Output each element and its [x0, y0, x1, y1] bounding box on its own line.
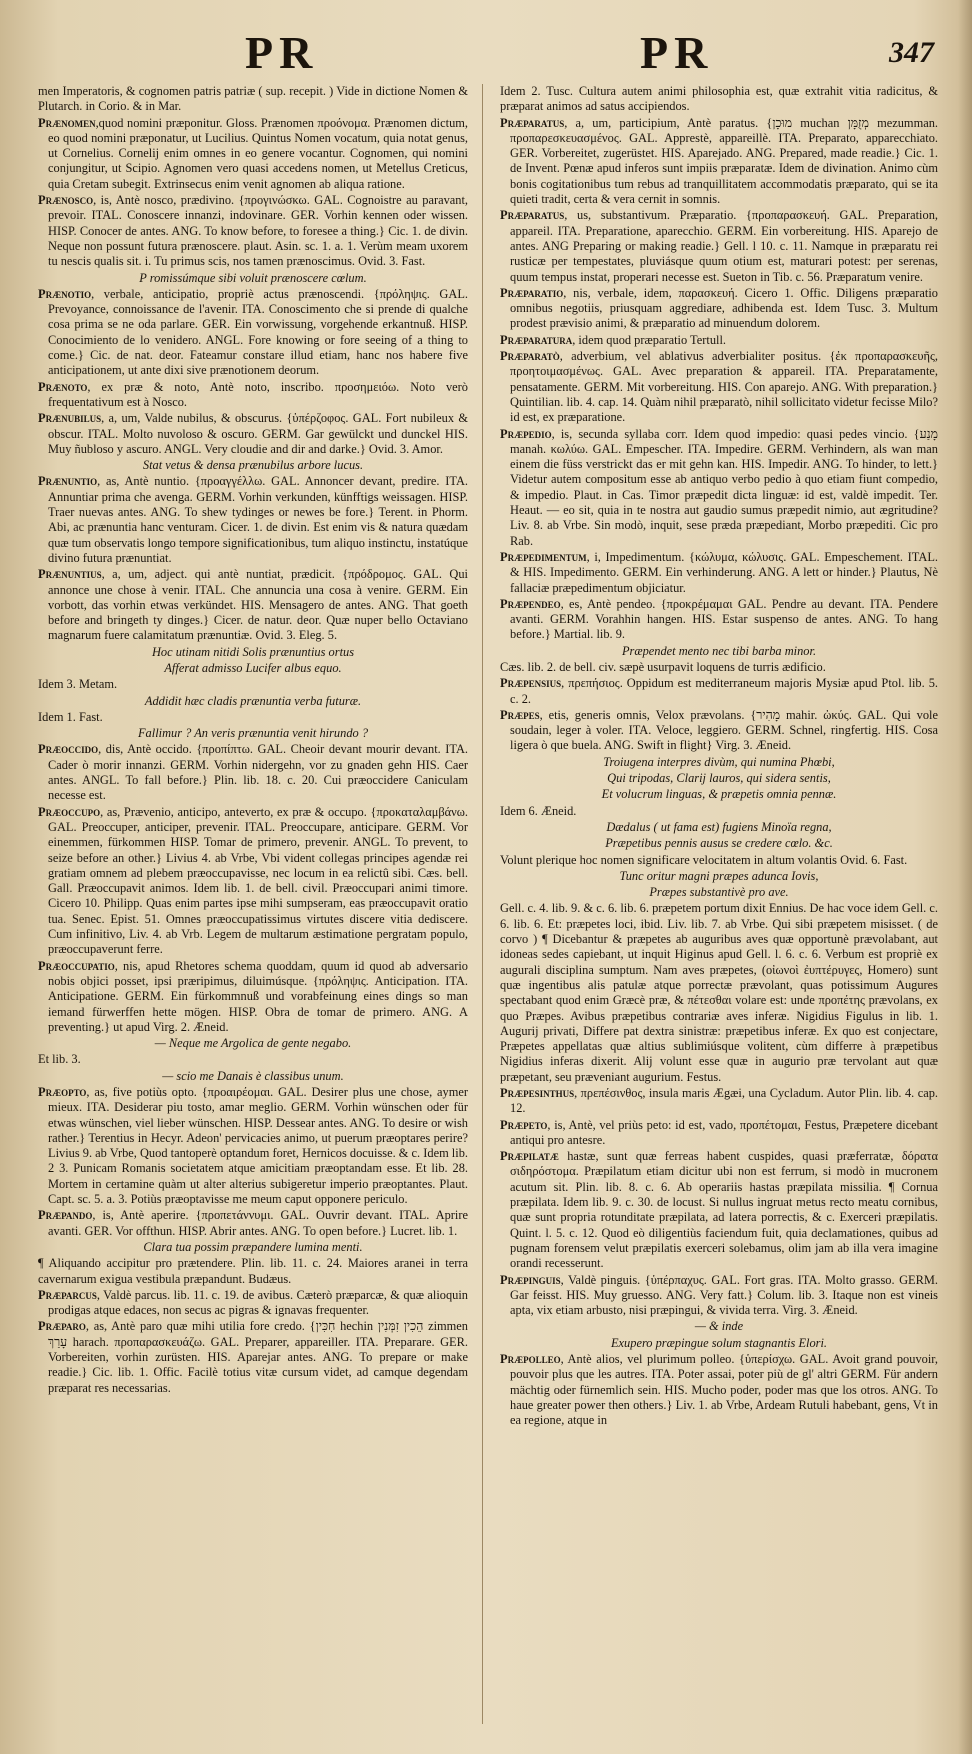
citation-line [500, 901, 938, 1085]
headword: Prænuntio [38, 474, 98, 489]
verse-quotation [38, 661, 468, 676]
entry-text: , nis, verbale, idem, παρασκευή. Cicero 1. Offic. Diligens præparatio omnibus negotiis, priusquam aggrediare, adhibenda est. Idem Tusc. 3. Multum prodest prævisio animi, & præparatio ad minuendum dolorem. [510, 285, 938, 331]
dictionary-entry [500, 1352, 938, 1428]
entry-text: Troiugena interpres divùm, qui numina Phœbi, [603, 754, 835, 769]
headword: Præparatus [500, 208, 565, 223]
headword: Prænoto [38, 379, 88, 394]
entry-text: , Antè alios, vel plurimum polleo. {ὑπερίσχω. GAL. Avoit grand pouvoir, pouvoir plus que les autres. ITA. Poter assai, poter più de gl' altri GERM. Für andern mächtig oder fürnemlich sein. HIS. Mucho poder, poder mas que los otros. ANG. To haue greater power then others.} Liv. 1. ab Vrbe, Ardeam Rutuli habebant, gens, Vt in ea regione, atque in [510, 1352, 938, 1428]
entry-text: Idem 3. Metam. [38, 677, 118, 692]
headword: Præparatò [500, 349, 560, 364]
entry-text: , etis, generis omnis, Velox prævolans. {מָהִיר mahir. ὠκύς. GAL. Qui vole soudain, leger à voler. ITA. Veloce, leggiero. GERM. Schnel, ringfertig. HIS. Cosa ligera ò que buela. ANG. Swift in flight} Virg. 3. Æneid. [510, 707, 938, 753]
headword: Præoccupo [38, 804, 101, 819]
dictionary-entry [38, 287, 468, 379]
entry-text: , es, Antè pendeo. {προκρέμαμαι GAL. Pendre au devant. ITA. Pendere avanti. GERM. Vorahhin hangen. HIS. Estar suspenso de antes. ANG. To hang before.} Martial. lib. 9. [510, 596, 938, 642]
verse-quotation [500, 836, 938, 851]
entry-continuation [38, 84, 468, 115]
entry-text: Præpetibus pennis ausus se credere cœlo. &c. [605, 836, 833, 851]
verse-quotation [500, 771, 938, 786]
headword: Præparcus [38, 1287, 97, 1302]
dictionary-entry [38, 1085, 468, 1207]
entry-text: , is, secunda syllaba corr. Idem quod impedio: quasi pedes vincio. {מָנַע manah. κωλύω. GAL. Empescher. ITA. Impedire. GERM. Verhindern, als wan man einem die füss verstrickt das er mit gehn kan. HIS. Impedir. ANG. To hinder, to lett.} Videtur autem compositum esse ab antiquo verbo pedio à quo etiam fiunt compedio, & impedio. Plaut. in Cas. Timor præpedit dicta linguæ: id est, valdè impedit. Ter. Heaut. — eo sit, quia in te nostra aut gaudio sumus præpedit nimio, aut ægritudine? Liv. 8. ab Vrbe. Sin modò, inquit, sese præda præpediant, Morbo præpediti. Cic pro Rab. [510, 426, 938, 548]
entry-text: Volunt plerique hoc nomen significare velocitatem in altum volantis Ovid. 6. Fast. [500, 852, 908, 867]
dictionary-entry [500, 550, 938, 596]
verse-quotation [500, 755, 938, 770]
citation-line [38, 710, 468, 725]
entry-text: Idem 2. Tusc. Cultura autem animi philosophia est, quæ extrahit vitia radicitus, & præparat animos ad satus accipiendos. [500, 84, 938, 114]
dictionary-entry [500, 116, 938, 208]
headword: Præparo [38, 1319, 86, 1334]
headword: Præpedimentum [500, 549, 587, 564]
entry-text: , Valdè parcus. lib. 11. c. 19. de avibus. Cæterò præparcæ, & quæ alioquin prodigas atque edaces, non secus ac pigras & ignavas frequenter. [48, 1287, 468, 1318]
entry-text: , i, Impedimentum. {κώλυμα, κώλυσις. GAL. Empeschement. ITAL. & HIS. Impedimento. GERM. Ein verhinderung. ANG. A lett or hinder.} Plautus, Nè fallaciæ præpedimentum objiciatur. [510, 549, 938, 595]
entry-text: P romissúmque sibi voluit prænoscere cœlum. [139, 270, 367, 285]
headword: Præparatio [500, 285, 564, 300]
headword: Præpolleo [500, 1352, 561, 1367]
headword: Prænotio [38, 286, 92, 301]
dictionary-entry [500, 208, 938, 284]
citation-line [38, 1052, 468, 1067]
dictionary-entry [38, 1319, 468, 1395]
dictionary-entry [38, 567, 468, 643]
entry-text: , πρεπήσιος. Oppidum est mediterraneum majoris Mysiæ apud Ptol. lib. 5. c. 2. [510, 676, 938, 706]
headword: Præpilatæ [500, 1149, 559, 1164]
dictionary-entry [38, 959, 468, 1035]
entry-text: , πρεπέσινθος, insula maris Ægæi, una Cycladum. Autor Plin. lib. 4. cap. 12. [510, 1086, 938, 1116]
entry-text: , is, Antè aperire. {προπετάννυμι. GAL. Ouvrir devant. ITAL. Aprire avanti. GER. Vor offthun. HISP. Abrir antes. ANG. To open before.} Lucret. lib. 1. [48, 1208, 468, 1238]
entry-text: Præpendet mento nec tibi barba minor. [621, 643, 817, 658]
headword: Prænosco [38, 193, 94, 208]
dictionary-entry [500, 427, 938, 549]
entry-text: hastæ, sunt quæ ferreas habent cuspides, quasi præferratæ, δόρατα σιδηρόστομα. Præpilatum etiam dicitur ubi non est ferrum, si modò in mucronem acutum sit. Plin. lib. 8. c. 6. Ab operariis hastas præpilata missilia. ¶ Cornua præpilata. Idem lib. 9. c. 30. de locust. Si nullus ingruat metus recto meatu cornibus, quæ sunt propria rotunditate præpilata, ad latera porrectis, & c. Exerceri præpilatis. Quint. l. 5. c. 12. Quod eò diligentiùs faciendum fuit, quia declamationes, quibus ad pugnam forensem velut præpilatis exerceri solebamus, olim jam ab illa vera imagine orandi recesserunt. [510, 1149, 938, 1271]
verse-quotation [500, 869, 938, 884]
page-edge-shadow [958, 0, 972, 1754]
running-header [0, 26, 972, 86]
dictionary-entry [38, 1208, 468, 1239]
entry-text: , is, Antè, vel priùs peto: id est, vado, προπέτομαι, Festus, Præpetere dicebant antiqui pro antesre. [510, 1117, 938, 1147]
dictionary-entry [500, 676, 938, 707]
headword: Prænubilus [38, 411, 102, 426]
dictionary-entry [38, 742, 468, 803]
entry-text: Et volucrum linguas, & præpetis omnia pennæ. [601, 787, 837, 802]
verse-quotation [500, 787, 938, 802]
verse-quotation [500, 1319, 938, 1334]
entry-text: , as, five potiùs opto. {προαιρέομαι. GAL. Desirer plus une chose, aymer mieux. ITA. Desiderar piu tosto, amar meglio. GERM. Vorhin wünschen oder für etwas wünschen, viel lieber wünschen. HISP. Dessear antes. ANG. To desire or wish rather.} Terentius in Hecyr. Adeon' pervicacies animo, ut puerum præoptares perire? Livius 9. ab Vrbe, Quod tantoperè optandum foret, Hernicos docuisse. & c. Idem lib. 2 3. Punicam Romanis societatem atque amicitiam præoptandam esse. Et lib. 28. Mortem in certamine quàm ut alter alterius subigeretur imperio præoptantes. Plaut. Capt. sc. 5. a. 3. Potiùs præoptavisse me meum caput opponere periculo. [48, 1085, 468, 1207]
entry-text: Dædalus ( ut fama est) fugiens Minoïa regna, [606, 819, 832, 834]
headword: Præparatura [500, 332, 573, 347]
verse-quotation [500, 1336, 938, 1351]
dictionary-entry [38, 380, 468, 411]
entry-text: , is, Antè nosco, prædivino. {προγινώσκω. GAL. Cognoistre au paravant, prevoir. ITAL. Conoscere innanzi, indovinare. GER. Vorhin kennen oder wissen. HISP. Conocer de antes. ANG. To know before, to foresee a thing.} Cic. 1. de divin. Neque non possunt futura prænoscere. plaut. Asin. sc. 1. a. 1. Verùm meam uxorem tu nescis qualis sit. i. Tu primus scis, nos tamen prænoscimus. Ovid. 3. Fast. [48, 193, 468, 269]
headword: Præpesinthus [500, 1086, 575, 1100]
entry-text: — Neque me Argolica de gente negabo. [154, 1036, 352, 1051]
left-running-head: PR [245, 27, 319, 78]
entry-text: ,quod nomini præponitur. Gloss. Prænomen προόνομα. Prænomen dictum, eo quod nomini præponatur, ut Lucilius. Quintus Nomen vocatum, quia notat genus, ut Cornelius. Cornelij enim omnes in eo genere vocantur. Cognomen, qui nomini conjungitur, ut Scipio. Agnomen vero quasi accedens nomen, ut Metellus Creticus, quia Cretam subegit. Extrinsecus enim venit agnomen ab aliqua ratione. [48, 115, 468, 191]
verse-quotation [38, 1069, 468, 1084]
dictionary-entry [500, 349, 938, 425]
entry-text: Præpes substantivè pro ave. [649, 885, 789, 900]
citation-line [38, 1256, 468, 1287]
verse-quotation [38, 645, 468, 660]
entry-text: ¶ Aliquando accipitur pro prætendere. Plin. lib. 11. c. 24. Maiores aranei in terra cavernarum exigua vestibula præpandunt. Budæus. [38, 1256, 468, 1286]
dictionary-entry [38, 474, 468, 566]
headword: Præparatus [500, 115, 565, 130]
entry-text: , a, um, Valde nubilus, & obscurus. {ὑπέρζοφος. GAL. Fort nubileux & obscur. ITAL. Molto nuvoloso & oscuro. GERM. Gar gewülckt und dunckel HIS. Muy ñubloso y ascuro. ANGL. Very cloudie and dir and darke.} Ovid. 3. Amor. [48, 411, 468, 456]
headword: Prænomen [38, 115, 96, 130]
verse-quotation [38, 1240, 468, 1255]
entry-text: — scio me Danais è classibus unum. [162, 1068, 344, 1083]
verse-quotation [38, 458, 468, 473]
headword: Præoccido [38, 742, 99, 757]
headword: Præpeto [500, 1117, 548, 1132]
entry-text: Idem 6. Æneid. [500, 803, 577, 818]
entry-text: Exupero præpingue solum stagnantis Elori. [610, 1335, 828, 1350]
dictionary-entry [38, 411, 468, 457]
citation-line [500, 853, 938, 868]
entry-text: , Valdè pinguis. {ὑπέρπαχυς. GAL. Fort gras. ITA. Molto grasso. GERM. Gar feisst. HIS. Muy gruesso. ANG. Very fatt.} Colum. lib. 3. Itaque non est vineis apta, vix etiam arbusto, nisi præpingui, & vivida terra. Virg. 3. Æneid. [510, 1272, 938, 1318]
entry-text: Afferat admisso Lucifer albus equo. [164, 660, 342, 675]
entry-text: , ex præ & noto, Antè noto, inscribo. προσημειόω. Noto verò frequentativum est à Nosco. [48, 379, 468, 409]
entry-text: Cæs. lib. 2. de bell. civ. sæpè usurpavit loquens de turris ædificio. [500, 659, 826, 674]
entry-text: Stat vetus & densa prænubilus arbore lucus. [142, 458, 364, 473]
column-divider [482, 84, 483, 1724]
headword: Præpinguis [500, 1272, 561, 1287]
verse-quotation [500, 644, 938, 659]
verse-quotation [500, 885, 938, 900]
verse-quotation [38, 694, 468, 709]
entry-text: , as, Antè nuntio. {προαγγέλλω. GAL. Annoncer devant, predire. ITA. Annuntiar prima che avenga. GERM. Vorhin verkunden, künfftigs weissagen. HISP. Traer nuevas antes. ANG. To shew tydinges or newes be fore.} Terent. in Phorm. Abi, ac prænuntia hanc venturam. Cicer. 1. de divin. Est enim vis & natura quædam quæ tum observatis longo tempore significationibus, tum aliquo instinctu, instatúque divino futura prænuntiat. [48, 474, 468, 565]
dictionary-entry [500, 597, 938, 643]
entry-text: , adverbium, vel ablativus adverbialiter positus. {ἐκ προπαρασκευῆς, προητοιμασμένως. GAL. Avec preparation & appareil. ITA. Preparatamente, pensatamente. GERM. Mit vorbereitung. HIS. Con aparejo. ANG. With preparation.} Quintilian. lib. 4. cap. 14. Quàm nihil præparatò, nihil sollicitato videtur fecisse Milo? id est, ex præparatione. [510, 349, 938, 425]
right-column [500, 84, 938, 1724]
dictionary-entry [500, 286, 938, 332]
headword: Præpes [500, 707, 540, 722]
entry-text: , nis, apud Rhetores schema quoddam, quum id quod ab adversario nobis objici posset, ipsi præripimus, diluimúsque. {πρόληψις. Anticipation. ITA. Anticipatione. GERM. Ein fürkommnuß und vorabfeinung eines dings so man iemand fürwerffen hette mögen. HISP. Obra de tomar de primero. ANG. A preventing.} ut apud Virg. 2. Æneid. [48, 958, 468, 1034]
dictionary-entry [500, 333, 938, 348]
entry-text: , dis, Antè occido. {προπίπτω. GAL. Cheoir devant mourir devant. ITA. Cader ò morir innanzi. GERM. Vorhin nidergehn, vor zu gnaden gehn HIS. Caer antes. ANGL. To fall before.} Plin. lib. 18. c. 20. Cui præoccidere Caniculam necesse est. [48, 742, 468, 803]
entry-text: , a, um, participium, Antè paratus. {מוּכָן muchan מְזֻמָּן mezumman. προπαρεσκευασμένος. GAL. Apprestè, appareillè. ITA. Preparato, apparecchiato. GER. Vorbereitet, zugerüstet. HIS. Aparejado. ANG. Prepared, made readie.} Cic. 1. de Invent. Pœnæ apud inferos sunt impiis præparatæ. Idem de divination. Animo cùm bonis cogitationibus tum rebus ad tranquillitatem accommodatis præparato, qui se ita quieti tradit, certa & vera cernit in somnis. [510, 115, 938, 207]
right-running-head: PR [640, 27, 714, 78]
headword: Præpedio [500, 426, 552, 441]
entry-text: — & inde [694, 1319, 744, 1334]
entry-text: Clara tua possim præpandere lumina menti. [143, 1239, 363, 1254]
left-column [38, 84, 468, 1724]
headword: Prænuntius [38, 567, 102, 582]
citation-line [500, 660, 938, 675]
entry-text: Hoc utinam nitidi Solis prænuntius ortus [151, 644, 355, 659]
entry-text: , us, substantivum. Præparatio. {προπαρασκευή. GAL. Preparation, appareil. ITA. Preparatione, aparecchio. GERM. Ein vorbereitung. HIS. Aparejo de antes. ANG Preparing or making readie.} Gell. l 10. c. 11. Namque in præparatu rei rusticæ per tempestates, pluviásque quum otium est, maturari potest: per serenas, quum tempus instat, properari necesse est. Sueton in Tib. c. 56. Præparatum venire. [510, 208, 938, 284]
dictionary-entry [38, 805, 468, 958]
dictionary-entry [38, 1288, 468, 1319]
dictionary-entry [500, 1086, 938, 1117]
verse-quotation [500, 820, 938, 835]
entry-text: , a, um, adject. qui antè nuntiat, prædicit. {πρόδρομος. GAL. Qui annonce une chose à venir. ITAL. Che annuncia una cosa à venire. GERM. Ein vorbott, das vorhin etwas verkündet. HIS. Mensagero de antes. ANG. That goeth before and bringeth ty dinges.} Cicer. de natur. deor. Quæ nuper bello Octaviano magnarum fuere calamitatum prænuntiæ. Ovid. 3. Eleg. 5. [48, 567, 468, 643]
headword: Præpensius [500, 676, 562, 691]
dictionary-entry [38, 193, 468, 269]
verse-quotation [38, 726, 468, 741]
entry-text: , idem quod præparatio Tertull. [572, 332, 726, 347]
page-number: 347 [889, 36, 934, 69]
entry-text: Qui tripodas, Clarij lauros, qui sidera sentis, [607, 771, 831, 786]
entry-text: , as, Prævenio, anticipo, anteverto, ex præ & occupo. {προκαταλαμβάνω. GAL. Preoccuper, anticiper, prevenir. ITAL. Preoccupare, anticipare. GERM. Vor einemmen, fürkommen HISP. Tomar de primero, prevenir. ANGL. To prevent, to seize before an other.} Livius 4. ab Vrbe, Vbi vident collegas principes agendæ rei gratiam omnem ad plebem præoccupavisse, nec locum in ea relictû sibi. Cæs. bell. Gall. Præoccupavit animos. Idem lib. 1. de bell. civil. Præoccupari animi timore. Cicero 10. Philipp. Quas enim partes ipse mihi sumpseram, eas præoccupavit oratio tua. Senec. Epist. 51. Omnes præoccupatissimus virtutes discere vitia dediscere. Cum infinitivo, Liv. 4. ab Vrb. Legem de multarum æstimatione pergratam populo, præoccupaverunt ferre. [48, 804, 468, 957]
verse-quotation [38, 1036, 468, 1051]
citation-line [38, 677, 468, 692]
headword: Præoccupatio [38, 958, 115, 973]
dictionary-entry [500, 1118, 938, 1149]
dictionary-entry [500, 1149, 938, 1271]
citation-line [500, 804, 938, 819]
headword: Præpendeo [500, 596, 561, 611]
entry-text: , as, Antè paro quæ mihi utilia fore credo. {חִכִּין hechin הֵכִין זִמְּנִין zimmen עָרַךְ harach. προπαρασκευάζω. GAL. Preparer, appareiller. ITA. Preparare. GER. Vorbereiten, vorhin zurüsten. HIS. Aparejar antes. ANG. To prepare or make readie.} Cic. lib. 1. Offic. Facilè totius vitæ cursum videt, ad camque degendam præparat res necessarias. [48, 1319, 468, 1395]
headword: Præopto [38, 1085, 87, 1099]
entry-text: Idem 1. Fast. [38, 709, 103, 724]
entry-text: Fallimur ? An veris prænuntia venit hirundo ? [137, 726, 369, 741]
entry-text: men Imperatoris, & cognomen patris patriæ ( sup. recepit. ) Vide in dictione Nomen & Plutarch. in Corio. & in Mar. [38, 84, 468, 114]
dictionary-entry [500, 1273, 938, 1319]
dictionary-entry [38, 116, 468, 192]
headword: Præpando [38, 1208, 93, 1223]
entry-text: Et lib. 3. [38, 1052, 81, 1067]
dictionary-entry [500, 708, 938, 754]
entry-text: Addidit hæc cladis prænuntia verba futuræ. [144, 693, 362, 708]
entry-text: Gell. c. 4. lib. 9. & c. 6. lib. 6. præpetem portum dixit Ennius. De hac voce idem Gell. c. 6. lib. 6. Et: præpetes loci, ibid. Liv. lib. 7. ab Vrbe. Qui sibi præpetem misisset. ( de corvo ) ¶ Dicebantur & præpetes ab auguribus aves quæ opportunè prævolabant, aut idoneas sedes capiebant, ut inquit Higinus apud Gell. l. 6. c. 6. Verbum est propriè ex augurali disciplina sumptum. Nam aves præpetes, (οἰωνοὶ ἐυπτέρυγες, Homero) sunt quæ ingentibus alis patulæ atque porrectæ prævolant, quas potissimum Augures spectabant quod enim Græcè præ, & πέτεσθαι volare est: unde προπέτης prævolans, ex quo Præpes. Avibus præpetibus contrariæ aves inferæ. Nigidius Figulus in lib. 1. Augurij privati, Differe pat dextra sinistræ: præpetibus inferæ. Ex quo est conjectare, Præpetes appellatas quæ altius sublimiúsque volitent, cùm differre à præpetibus Nigidius inferas dixerit. Alij volunt esse quæ in augurio præ tervolant aut quæ præpetant, seu præveniant augurium. Festus. [500, 901, 938, 1084]
entry-text: , verbale, anticipatio, propriè actus prænoscendi. {πρόληψις. GAL. Prevoyance, connoissance de l'avenir. ITA. Conoscimento che si prende di qualche cosa prima se ne oda parlare. GER. Ein vorwissung, vorgehende erkantnuß. HISP. Conocimiento de lo venidero. ANGL. Fore knowing or fore seeing of a thing to come.} Cic. de nat. deor. Fateamur constare illud etiam, hanc nos habere five anticipationem, ut ante dixi sive prænotionem deorum. [48, 286, 468, 378]
entry-continuation [500, 84, 938, 115]
verse-quotation [38, 271, 468, 286]
entry-text: Tunc oritur magni præpes adunca Iovis, [619, 868, 819, 883]
